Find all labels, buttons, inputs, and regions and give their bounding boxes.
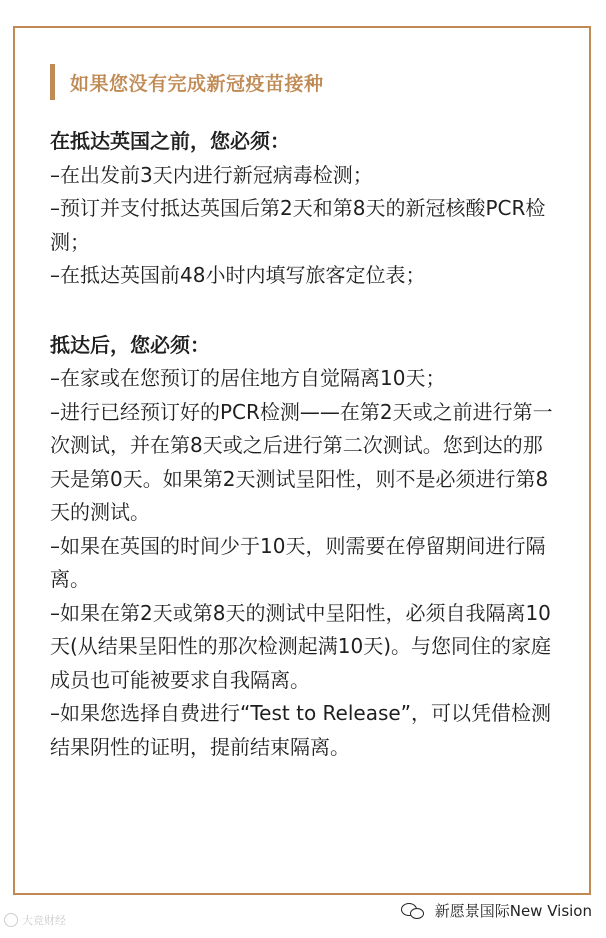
before-heading: 在抵达英国之前，您必须： <box>50 129 290 153</box>
watermark-text: 大竞财经 <box>22 914 66 927</box>
article-body <box>50 125 560 764</box>
after-heading: 抵达后，您必须： <box>50 332 210 357</box>
account-signature <box>401 900 592 921</box>
section-title-row <box>50 64 324 100</box>
section-title: 如果您没有完成新冠疫苗接种 <box>70 72 324 95</box>
before-item: –在抵达英国前48小时内填写旅客定位表； <box>50 263 426 287</box>
after-item: –如果在第2天或第8天的测试中呈阳性，必须自我隔离10天(从结果呈阳性的那次检测起满10天)。与您同住的家庭成员也可能被要求自我隔离。 <box>50 600 552 692</box>
after-item: –如果在英国的时间少于10天，则需要在停留期间进行隔离。 <box>50 533 546 591</box>
before-item: –在出发前3天内进行新冠病毒检测； <box>50 162 373 187</box>
after-item: –在家或在您预订的居住地方自觉隔离10天； <box>50 366 446 390</box>
account-name: 新愿景国际New Vision <box>434 902 592 920</box>
source-watermark <box>4 912 66 928</box>
wechat-icon <box>401 901 427 921</box>
after-item: –如果您选择自费进行“Test to Release”，可以凭借检测结果阴性的证明，提前结束隔离。 <box>50 701 552 759</box>
before-item: –预订并支付抵达英国后第2天和第8天的新冠核酸PCR检测； <box>50 196 546 254</box>
title-accent-bar <box>50 64 55 100</box>
watermark-logo-icon <box>4 913 18 927</box>
after-item: –进行已经预订好的PCR检测——在第2天或之前进行第一次测试，并在第8天或之后进行第二次测试。您到达的那天是第0天。如果第2天测试呈阳性，则不是必须进行第8天的测试。 <box>50 399 553 524</box>
spacer <box>50 293 560 329</box>
